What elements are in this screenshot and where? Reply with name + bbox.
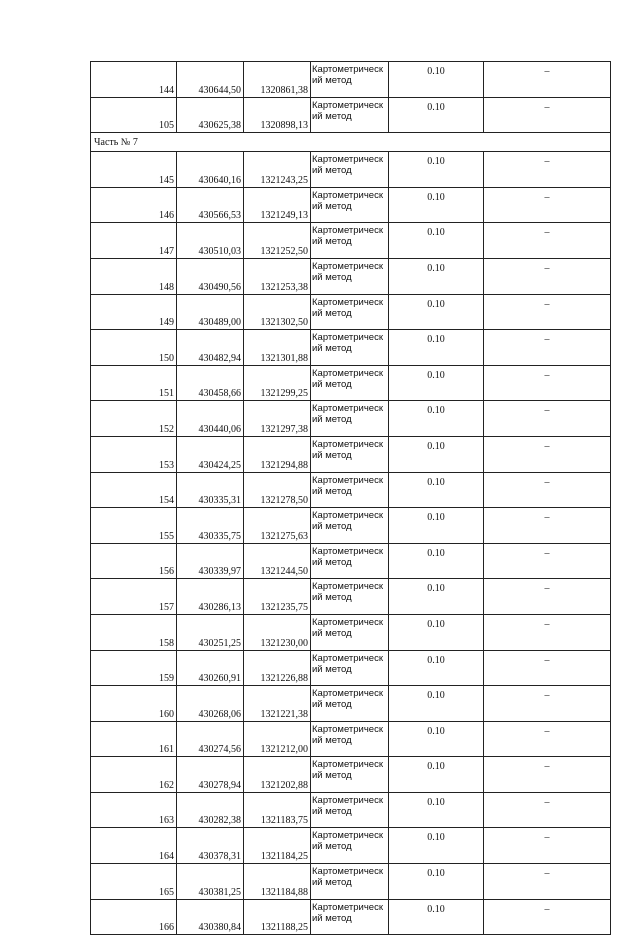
method-cell: Картометрическ ий метод [311, 614, 389, 650]
method-cell: Картометрическ ий метод [311, 258, 389, 294]
method-cell: Картометрическ ий метод [311, 508, 389, 544]
coord-y: 1321183,75 [244, 792, 311, 828]
method-cell: Картометрическ ий метод [311, 864, 389, 900]
table-row [91, 472, 611, 508]
note-cell: – [484, 614, 611, 650]
point-number: 160 [91, 686, 177, 722]
coord-y: 1321235,75 [244, 579, 311, 615]
coord-x: 430490,56 [177, 258, 244, 294]
coord-x: 430381,25 [177, 864, 244, 900]
method-cell: Картометрическ ий метод [311, 757, 389, 793]
table-row [91, 579, 611, 615]
section-title: Часть № 7 [91, 133, 611, 152]
accuracy-cell: 0.10 [389, 828, 484, 864]
method-cell: Картометрическ ий метод [311, 365, 389, 401]
table-body-part-7 [91, 152, 611, 935]
coord-y: 1321243,25 [244, 152, 311, 188]
point-number: 155 [91, 508, 177, 544]
coord-x: 430424,25 [177, 436, 244, 472]
note-cell: – [484, 472, 611, 508]
section-header [91, 133, 611, 152]
note-cell: – [484, 792, 611, 828]
coord-y: 1320898,13 [244, 97, 311, 133]
coord-y: 1321188,25 [244, 899, 311, 935]
accuracy-cell: 0.10 [389, 864, 484, 900]
note-cell: – [484, 864, 611, 900]
method-cell: Картометрическ ий метод [311, 187, 389, 223]
accuracy-cell: 0.10 [389, 579, 484, 615]
point-number: 158 [91, 614, 177, 650]
accuracy-cell: 0.10 [389, 650, 484, 686]
coord-x: 430251,25 [177, 614, 244, 650]
coord-y: 1321244,50 [244, 543, 311, 579]
accuracy-cell: 0.10 [389, 187, 484, 223]
coord-x: 430335,75 [177, 508, 244, 544]
coord-x: 430380,84 [177, 899, 244, 935]
note-cell: – [484, 899, 611, 935]
accuracy-cell: 0.10 [389, 258, 484, 294]
table-row [91, 258, 611, 294]
table-row [91, 152, 611, 188]
point-number: 144 [91, 62, 177, 98]
accuracy-cell: 0.10 [389, 62, 484, 98]
point-number: 151 [91, 365, 177, 401]
coord-x: 430625,38 [177, 97, 244, 133]
coord-y: 1321221,38 [244, 686, 311, 722]
method-cell: Картометрическ ий метод [311, 650, 389, 686]
accuracy-cell: 0.10 [389, 97, 484, 133]
table-row [91, 792, 611, 828]
table-row [91, 828, 611, 864]
coord-y: 1321249,13 [244, 187, 311, 223]
point-number: 161 [91, 721, 177, 757]
accuracy-cell: 0.10 [389, 686, 484, 722]
coord-x: 430268,06 [177, 686, 244, 722]
method-cell: Картометрическ ий метод [311, 828, 389, 864]
point-number: 157 [91, 579, 177, 615]
method-cell: Картометрическ ий метод [311, 62, 389, 98]
coord-y: 1321301,88 [244, 330, 311, 366]
note-cell: – [484, 828, 611, 864]
point-number: 148 [91, 258, 177, 294]
accuracy-cell: 0.10 [389, 792, 484, 828]
coord-y: 1321253,38 [244, 258, 311, 294]
point-number: 156 [91, 543, 177, 579]
coord-y: 1321230,00 [244, 614, 311, 650]
coord-x: 430282,38 [177, 792, 244, 828]
accuracy-cell: 0.10 [389, 543, 484, 579]
coord-x: 430489,00 [177, 294, 244, 330]
point-number: 165 [91, 864, 177, 900]
method-cell: Картометрическ ий метод [311, 294, 389, 330]
point-number: 162 [91, 757, 177, 793]
point-number: 105 [91, 97, 177, 133]
accuracy-cell: 0.10 [389, 899, 484, 935]
coord-x: 430482,94 [177, 330, 244, 366]
coord-y: 1321275,63 [244, 508, 311, 544]
coord-y: 1321297,38 [244, 401, 311, 437]
note-cell: – [484, 721, 611, 757]
section-row [91, 133, 611, 152]
coord-x: 430286,13 [177, 579, 244, 615]
coord-x: 430640,16 [177, 152, 244, 188]
table-row [91, 899, 611, 935]
coord-y: 1321294,88 [244, 436, 311, 472]
point-number: 147 [91, 223, 177, 259]
accuracy-cell: 0.10 [389, 472, 484, 508]
table-row [91, 721, 611, 757]
coord-x: 430440,06 [177, 401, 244, 437]
coord-y: 1320861,38 [244, 62, 311, 98]
point-number: 149 [91, 294, 177, 330]
point-number: 153 [91, 436, 177, 472]
coord-y: 1321299,25 [244, 365, 311, 401]
point-number: 164 [91, 828, 177, 864]
point-number: 163 [91, 792, 177, 828]
point-number: 146 [91, 187, 177, 223]
method-cell: Картометрическ ий метод [311, 472, 389, 508]
table-row [91, 223, 611, 259]
note-cell: – [484, 757, 611, 793]
method-cell: Картометрическ ий метод [311, 686, 389, 722]
accuracy-cell: 0.10 [389, 330, 484, 366]
note-cell: – [484, 401, 611, 437]
coord-y: 1321302,50 [244, 294, 311, 330]
note-cell: – [484, 152, 611, 188]
method-cell: Картометрическ ий метод [311, 899, 389, 935]
accuracy-cell: 0.10 [389, 436, 484, 472]
coord-y: 1321226,88 [244, 650, 311, 686]
coord-y: 1321278,50 [244, 472, 311, 508]
coord-x: 430566,53 [177, 187, 244, 223]
accuracy-cell: 0.10 [389, 721, 484, 757]
note-cell: – [484, 508, 611, 544]
note-cell: – [484, 223, 611, 259]
accuracy-cell: 0.10 [389, 365, 484, 401]
table-row [91, 294, 611, 330]
method-cell: Картометрическ ий метод [311, 543, 389, 579]
table-row [91, 365, 611, 401]
coord-y: 1321184,25 [244, 828, 311, 864]
table-row [91, 757, 611, 793]
point-number: 145 [91, 152, 177, 188]
point-number: 154 [91, 472, 177, 508]
point-number: 150 [91, 330, 177, 366]
method-cell: Картометрическ ий метод [311, 330, 389, 366]
method-cell: Картометрическ ий метод [311, 401, 389, 437]
point-number: 152 [91, 401, 177, 437]
accuracy-cell: 0.10 [389, 508, 484, 544]
coord-y: 1321202,88 [244, 757, 311, 793]
coord-x: 430458,66 [177, 365, 244, 401]
coord-x: 430274,56 [177, 721, 244, 757]
coord-y: 1321252,50 [244, 223, 311, 259]
table-row [91, 401, 611, 437]
coord-y: 1321212,00 [244, 721, 311, 757]
note-cell: – [484, 543, 611, 579]
note-cell: – [484, 62, 611, 98]
table-row [91, 508, 611, 544]
note-cell: – [484, 650, 611, 686]
coord-x: 430260,91 [177, 650, 244, 686]
accuracy-cell: 0.10 [389, 223, 484, 259]
accuracy-cell: 0.10 [389, 614, 484, 650]
coord-x: 430378,31 [177, 828, 244, 864]
table-row [91, 436, 611, 472]
coord-x: 430335,31 [177, 472, 244, 508]
table-body-part-prev [91, 62, 611, 133]
method-cell: Картометрическ ий метод [311, 436, 389, 472]
table-row [91, 686, 611, 722]
method-cell: Картометрическ ий метод [311, 223, 389, 259]
table-row [91, 543, 611, 579]
table-row [91, 614, 611, 650]
note-cell: – [484, 97, 611, 133]
note-cell: – [484, 365, 611, 401]
accuracy-cell: 0.10 [389, 152, 484, 188]
method-cell: Картометрическ ий метод [311, 152, 389, 188]
coord-x: 430339,97 [177, 543, 244, 579]
table-row [91, 97, 611, 133]
coord-x: 430278,94 [177, 757, 244, 793]
accuracy-cell: 0.10 [389, 294, 484, 330]
coord-y: 1321184,88 [244, 864, 311, 900]
note-cell: – [484, 187, 611, 223]
note-cell: – [484, 686, 611, 722]
table-row [91, 187, 611, 223]
note-cell: – [484, 579, 611, 615]
method-cell: Картометрическ ий метод [311, 579, 389, 615]
table-row [91, 650, 611, 686]
accuracy-cell: 0.10 [389, 401, 484, 437]
table-row [91, 330, 611, 366]
method-cell: Картометрическ ий метод [311, 97, 389, 133]
method-cell: Картометрическ ий метод [311, 792, 389, 828]
note-cell: – [484, 294, 611, 330]
note-cell: – [484, 436, 611, 472]
note-cell: – [484, 330, 611, 366]
accuracy-cell: 0.10 [389, 757, 484, 793]
point-number: 166 [91, 899, 177, 935]
method-cell: Картометрическ ий метод [311, 721, 389, 757]
coord-x: 430510,03 [177, 223, 244, 259]
coord-x: 430644,50 [177, 62, 244, 98]
coordinates-table [90, 61, 611, 935]
point-number: 159 [91, 650, 177, 686]
note-cell: – [484, 258, 611, 294]
table-row [91, 864, 611, 900]
table-row [91, 62, 611, 98]
